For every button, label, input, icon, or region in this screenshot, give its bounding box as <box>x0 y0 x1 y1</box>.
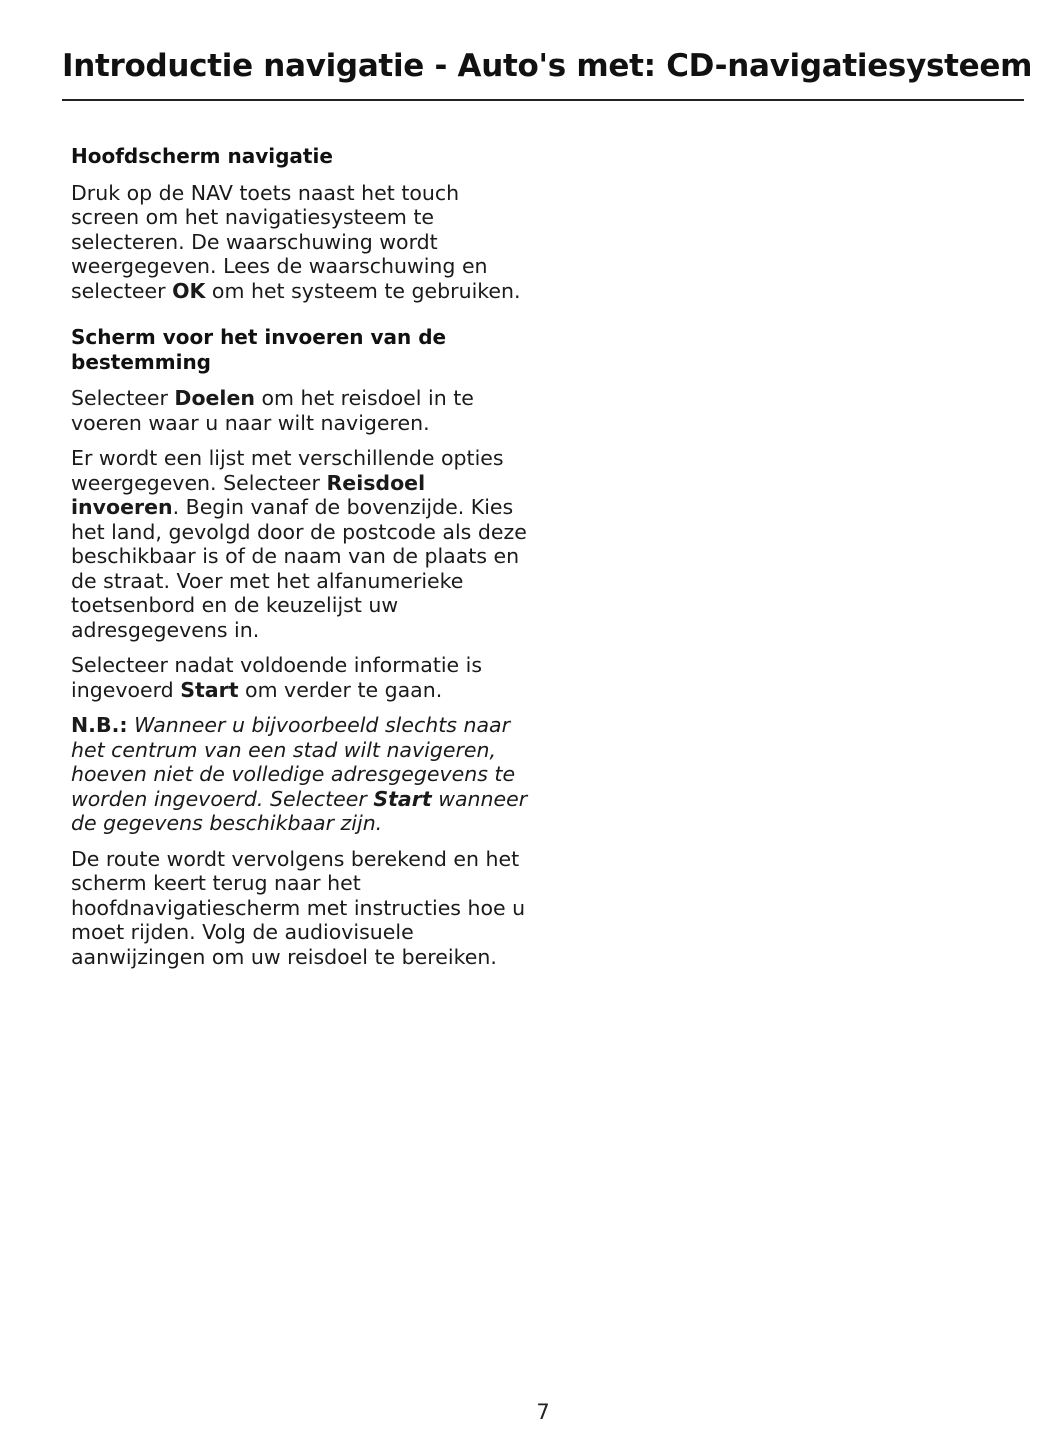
bold-term-start-note: Start <box>373 786 432 811</box>
bold-term-ok: OK <box>172 278 206 303</box>
paragraph-text: Druk op de NAV toets naast het touch screen om het navigatiesysteem te selecteren. De waarschuwing wordt weergegeven. Lees de waarschuwing en selecteer <box>71 180 488 303</box>
paragraph-text: om het reisdoel in te voeren waar u naar wilt navigeren. <box>71 386 474 435</box>
title-divider <box>62 99 1024 101</box>
paragraph-text: Er wordt een lijst met verschillende opties weergegeven. Selecteer <box>71 446 504 495</box>
paragraph-nav-intro <box>71 181 533 304</box>
note-text: Wanneer u bijvoorbeeld slechts naar het centrum van een stad wilt navigeren, hoeven niet de volledige adresgegevens te worden ingevoerd. Selecteer <box>71 713 516 811</box>
bold-term-doelen: Doelen <box>174 386 255 410</box>
paragraph-enter-destination <box>71 446 533 642</box>
paragraph-text: om het systeem te gebruiken. <box>205 278 521 303</box>
bold-term-start: Start <box>180 677 239 702</box>
paragraph-start <box>71 653 533 702</box>
note-label: N.B.: <box>71 713 128 737</box>
paragraph-text: om verder te gaan. <box>238 677 443 702</box>
paragraph-text: . Begin vanaf de bovenzijde. Kies het land, gevolgd door de postcode als deze beschikbaar is of de naam van de plaats en de straat. Voer met het alfanumerieke toetsenbord en de keuzelijst uw adresgegevens in. <box>71 495 527 642</box>
page-title: Introductie navigatie - Auto's met: CD-navigatiesysteem <box>62 48 1033 84</box>
paragraph-text: Selecteer <box>71 386 175 410</box>
section-heading-main-screen: Hoofdscherm navigatie <box>71 144 333 168</box>
paragraph-select-destinations <box>71 386 533 435</box>
section-heading-destination-entry: Scherm voor het invoeren van de bestemming <box>71 325 447 374</box>
note-paragraph <box>71 713 533 836</box>
paragraph-route-calculation: De route wordt vervolgens berekend en het scherm keert terug naar het hoofdnavigatiescherm met instructies hoe u moet rijden. Volg de audiovisuele aanwijzingen om uw reisdoel te bereiken. <box>71 846 526 969</box>
bold-term-reisdoel-invoeren: Reisdoel invoeren <box>71 470 426 519</box>
page-number: 7 <box>536 1400 550 1424</box>
content-column <box>71 144 533 980</box>
paragraph-text: Selecteer nadat voldoende informatie is ingevoerd <box>71 653 483 702</box>
note-text: wanneer de gegevens beschikbaar zijn. <box>71 786 528 835</box>
